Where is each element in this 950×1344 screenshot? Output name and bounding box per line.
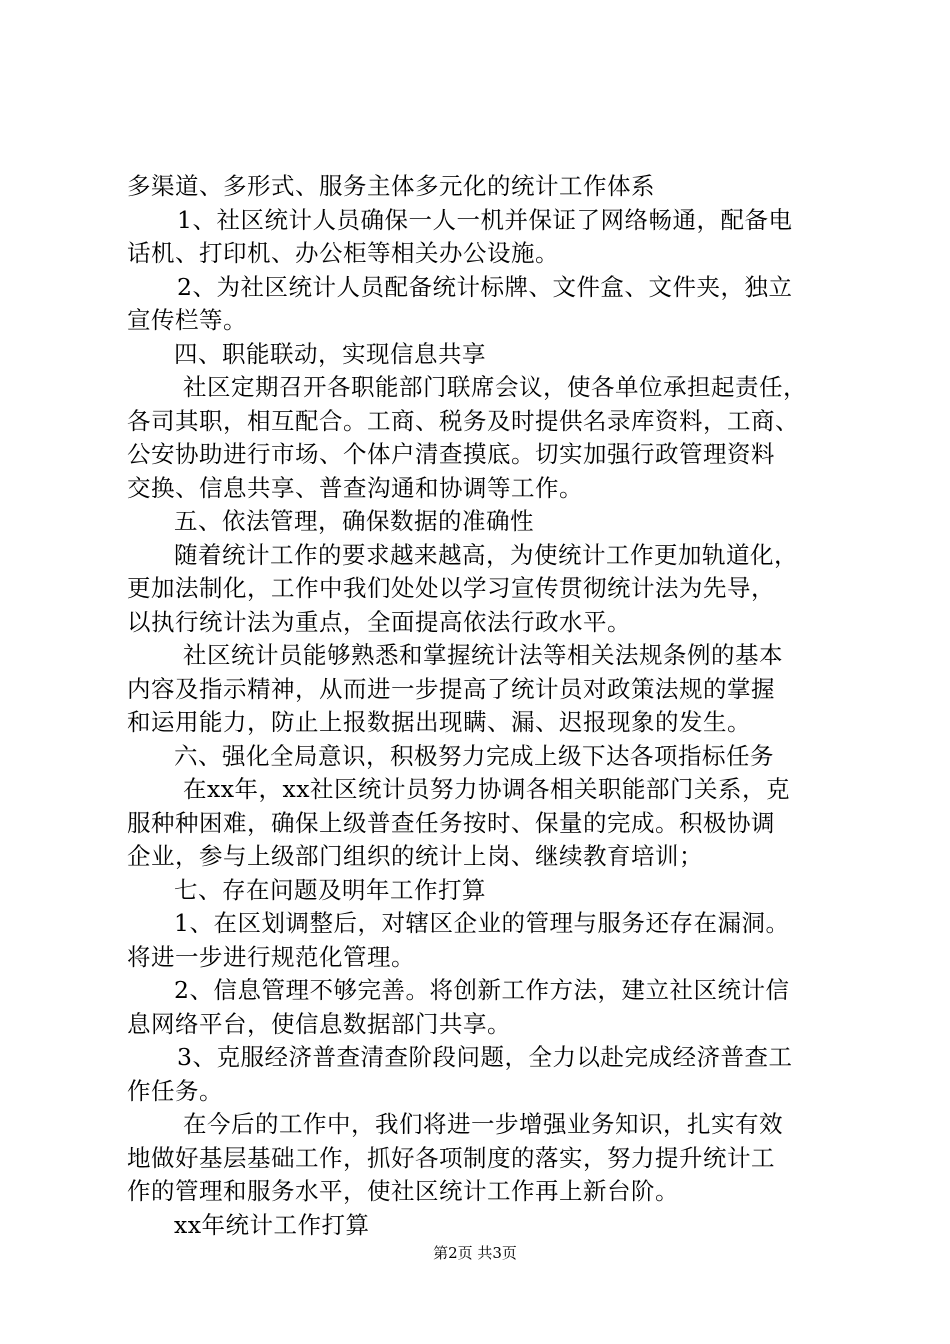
text-line: 内容及指示精神，从而进一步提高了统计员对政策法规的掌握: [127, 674, 775, 703]
text-line: xx年统计工作打算: [174, 1210, 370, 1239]
text-line: 公安协助进行市场、个体户清查摸底。切实加强行政管理资料: [127, 440, 775, 468]
text-line: 在今后的工作中，我们将进一步增强业务知识，扎实有效: [183, 1110, 783, 1138]
document-body: [127, 170, 837, 1242]
text-line: 2、信息管理不够完善。将创新工作方法，建立社区统计信: [174, 976, 790, 1004]
page-footer: 第2页 共3页: [433, 1244, 517, 1262]
text-line: 作任务。: [127, 1076, 223, 1105]
section-heading: 七、存在问题及明年工作打算: [174, 875, 486, 904]
text-line: 作的管理和服务水平，使社区统计工作再上新台阶。: [127, 1177, 679, 1205]
text-line: 各司其职，相互配合。工商、税务及时提供名录库资料，工商、: [127, 406, 799, 435]
text-line: 多渠道、多形式、服务主体多元化的统计工作体系: [127, 172, 655, 200]
text-line: 1、在区划调整后，对辖区企业的管理与服务还存在漏洞。: [174, 909, 790, 937]
text-line: 宣传栏等。: [127, 306, 247, 334]
text-line: 和运用能力，防止上报数据出现瞒、漏、迟报现象的发生。: [127, 708, 751, 736]
section-heading: 四、职能联动，实现信息共享: [174, 339, 486, 368]
text-line: 话机、打印机、办公柜等相关办公设施。: [127, 239, 559, 267]
text-line: 更加法制化，工作中我们处处以学习宣传贯彻统计法为先导，: [127, 574, 775, 602]
text-line: 企业，参与上级部门组织的统计上岗、继续教育培训；: [127, 842, 703, 870]
text-line: 地做好基层基础工作，抓好各项制度的落实，努力提升统计工: [127, 1143, 775, 1172]
text-line: 息网络平台，使信息数据部门共享。: [127, 1009, 511, 1038]
text-line: 1、社区统计人员确保一人一机并保证了网络畅通，配备电: [177, 205, 793, 234]
text-line: 社区定期召开各职能部门联席会议，使各单位承担起责任，: [183, 373, 807, 401]
text-line: 交换、信息共享、普查沟通和协调等工作。: [127, 473, 583, 502]
text-line: 随着统计工作的要求越来越高，为使统计工作更加轨道化，: [174, 540, 798, 569]
text-line: 以执行统计法为重点，全面提高依法行政水平。: [127, 607, 631, 636]
text-line: 服种种困难，确保上级普查任务按时、保量的完成。积极协调: [127, 808, 775, 837]
text-line: 将进一步进行规范化管理。: [127, 942, 415, 971]
text-line: 2、为社区统计人员配备统计标牌、文件盒、文件夹，独立: [177, 272, 793, 301]
text-line: 在xx年，xx社区统计员努力协调各相关职能部门关系，克: [183, 775, 791, 803]
section-heading: 六、强化全局意识，积极努力完成上级下达各项指标任务: [174, 741, 774, 770]
text-line: 社区统计员能够熟悉和掌握统计法等相关法规条例的基本: [183, 641, 783, 669]
text-line: 3、克服经济普查清查阶段问题，全力以赴完成经济普查工: [177, 1043, 793, 1071]
section-heading: 五、依法管理，确保数据的准确性: [174, 507, 534, 535]
